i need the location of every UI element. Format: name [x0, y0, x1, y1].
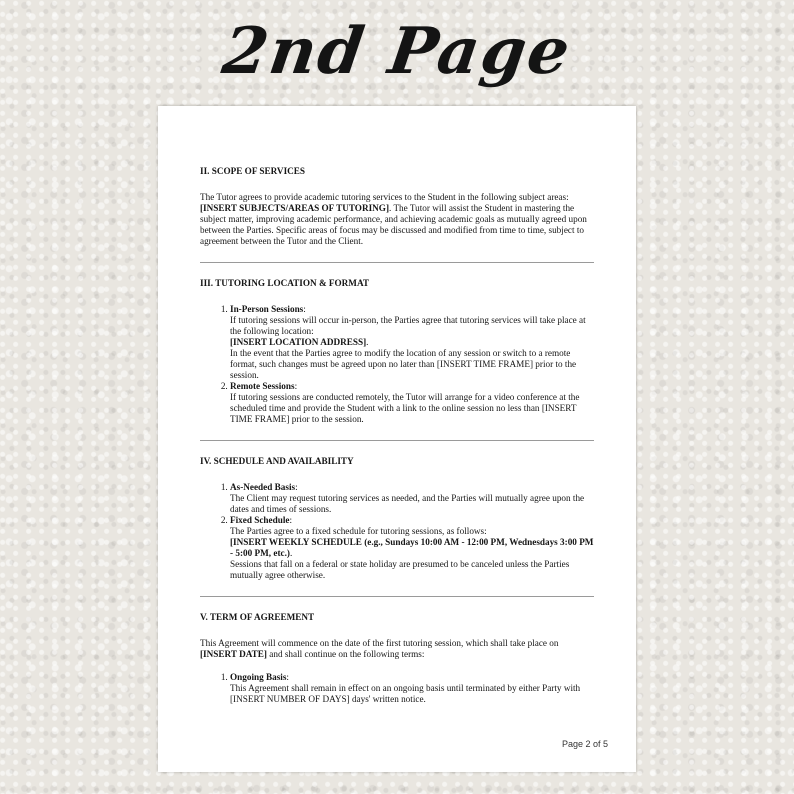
list-item: 1. Ongoing Basis: This Agreement shall remain in effect on an ongoing basis until terminated by either Party with [INSERT NUMBER OF DAYS] days' written notice. — [230, 672, 594, 705]
item-heading: As-Needed Basis — [230, 482, 296, 492]
item-text: Sessions that fall on a federal or state holiday are presumed to be canceled unless the Parties mutually agree otherwise. — [230, 559, 570, 580]
scope-placeholder: [INSERT SUBJECTS/AREAS OF TUTORING] — [200, 203, 390, 213]
section-divider — [200, 596, 594, 597]
location-list — [200, 304, 594, 425]
list-item: 2. Remote Sessions: If tutoring sessions are conducted remotely, the Tutor will arrange for a video conference at the scheduled time and provide the Student with a link to the online session no less than [INSERT TIME FRAME] prior to the session. — [230, 381, 594, 425]
page-number: Page 2 of 5 — [561, 739, 608, 749]
list-item: 1. As-Needed Basis: The Client may request tutoring services as needed, and the Parties will mutually agree upon the dates and times of sessions. — [230, 482, 594, 515]
scope-paragraph — [200, 192, 594, 247]
schedule-list — [200, 482, 594, 581]
section-title-schedule: IV. SCHEDULE AND AVAILABILITY — [200, 456, 354, 466]
term-body: and shall continue on the following terms: — [266, 649, 425, 659]
item-text: The Client may request tutoring services as needed, and the Parties will mutually agree upon the dates and times of sessions. — [230, 493, 585, 514]
item-heading: In-Person Sessions — [230, 304, 304, 314]
page-banner-title: 2nd Page — [218, 14, 577, 89]
section-title-location: III. TUTORING LOCATION & FORMAT — [200, 278, 370, 288]
item-text: If tutoring sessions are conducted remotely, the Tutor will arrange for a video conference at the scheduled time and provide the Student with a link to the online session no less than [INSERT TIME FRAME] prior to the session. — [230, 392, 580, 424]
section-title-term: V. TERM OF AGREEMENT — [200, 612, 315, 622]
item-placeholder: [INSERT LOCATION ADDRESS] — [230, 337, 367, 347]
item-heading: Fixed Schedule — [230, 515, 290, 525]
item-text: The Parties agree to a fixed schedule for tutoring sessions, as follows: — [230, 526, 487, 536]
term-paragraph — [200, 638, 594, 660]
section-title-scope: II. SCOPE OF SERVICES — [200, 166, 306, 176]
list-item: 2. Fixed Schedule: The Parties agree to a fixed schedule for tutoring sessions, as follows: [INSERT WEEKLY SCHEDULE (e.g., Sundays 10:00 AM - 12:00 PM, Wednesdays 3:00 PM - 5:00 PM, etc.). Sessions that fall on a federal or state holiday are presumed to be canceled unless the Parties mutually agree otherwise. — [230, 515, 594, 581]
term-intro: This Agreement will commence on the date of the first tutoring session, which shall take place on — [200, 638, 559, 648]
list-item: 1. In-Person Sessions: If tutoring sessions will occur in-person, the Parties agree that tutoring services will take place at the following location: [INSERT LOCATION ADDRESS]. In the event that the Parties agree to modify the location of any session or switch to a remote format, such changes must be agreed upon no later than [INSERT TIME FRAME] prior to the session. — [230, 304, 594, 381]
term-placeholder: [INSERT DATE] — [200, 649, 267, 659]
item-text: If tutoring sessions will occur in-person, the Parties agree that tutoring services will take place at the following location: — [230, 315, 586, 336]
item-text: This Agreement shall remain in effect on an ongoing basis until terminated by either Party with [INSERT NUMBER OF DAYS] days' written notice. — [230, 683, 581, 704]
term-list — [200, 672, 594, 705]
section-divider — [200, 440, 594, 441]
item-heading: Ongoing Basis — [230, 672, 287, 682]
item-placeholder: [INSERT WEEKLY SCHEDULE (e.g., Sundays 10:00 AM - 12:00 PM, Wednesdays 3:00 PM - 5:00 PM, etc.) — [230, 537, 594, 558]
item-heading: Remote Sessions — [230, 381, 295, 391]
section-divider — [200, 262, 594, 263]
scope-intro: The Tutor agrees to provide academic tutoring services to the Student in the following subject areas: — [200, 192, 569, 202]
scope-body: . The Tutor will assist the Student in mastering the subject matter, improving academic performance, and achieving academic goals as mutually agreed upon between the Parties. Specific areas of focus may be discussed and modified from time to time, subject to agreement between the Tutor and the Client. — [200, 203, 587, 246]
item-text: In the event that the Parties agree to modify the location of any session or switch to a remote format, such changes must be agreed upon no later than [INSERT TIME FRAME] prior to the session. — [230, 348, 577, 380]
document-page — [158, 106, 636, 772]
